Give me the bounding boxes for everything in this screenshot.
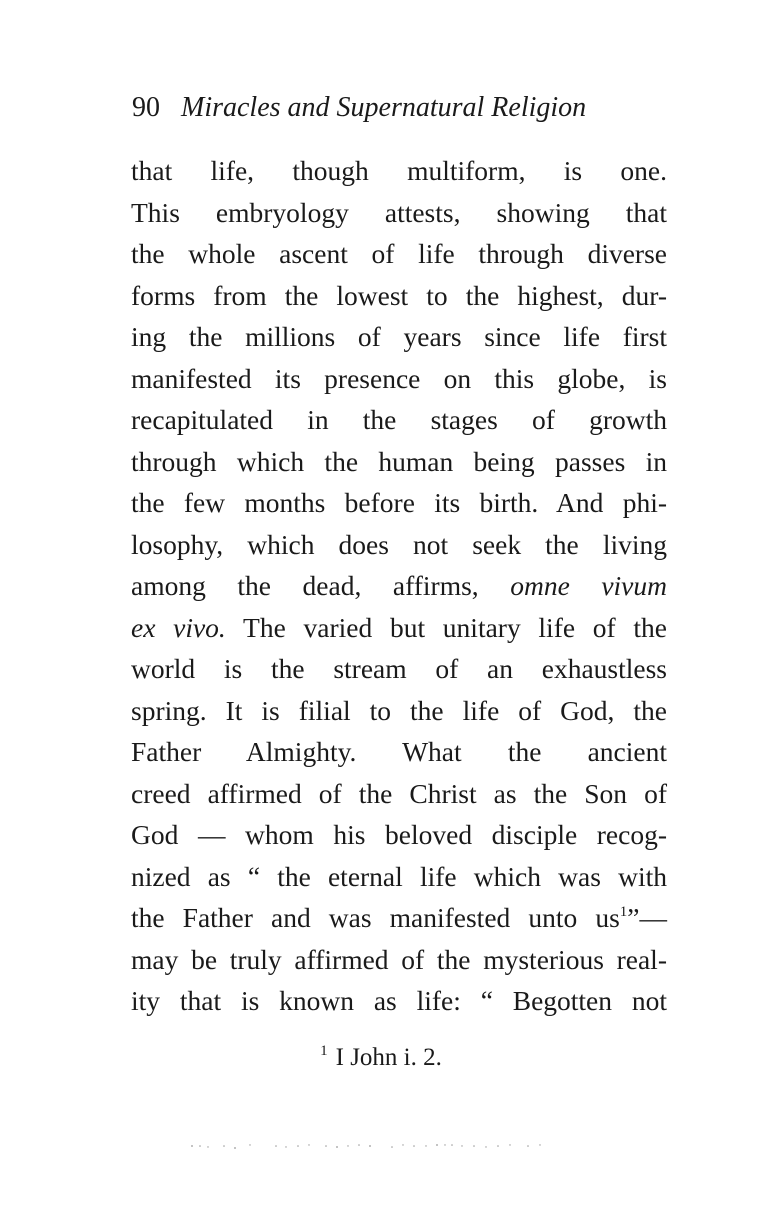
footnote-text: I John i. 2. (335, 1044, 442, 1071)
body-text (131, 150, 667, 1022)
page-header (132, 88, 672, 128)
text-line: nized as “ the eternal life which was with (131, 860, 667, 892)
footnote-marker: 1 (320, 1043, 328, 1059)
text-line: recapitulated in the stages of growth (131, 404, 667, 435)
text-line: This embryology attests, showing that (131, 196, 667, 228)
text-line: creed affirmed of the Christ as the Son of (131, 777, 667, 809)
latin-phrase: omne vivum (510, 570, 667, 601)
text-line: God — whom his beloved disciple recog- (131, 819, 667, 850)
text-segment: ”— (627, 902, 667, 933)
footnote (0, 1033, 762, 1076)
text-line: losophy, which does not seek the living (131, 528, 667, 560)
text-line: the few months before its birth. And phi- (131, 487, 667, 518)
running-title: Miracles and Supernatural Religion (181, 92, 587, 123)
text-line: through which the human being passes in (131, 445, 667, 477)
text-segment: The varied but unitary life of the (243, 611, 667, 643)
text-segment: among the dead, affirms, (131, 570, 479, 601)
text-line: Father Almighty. What the ancient (131, 736, 667, 767)
latin-phrase: ex vivo. (131, 611, 226, 643)
text-line: world is the stream of an exhaustless (131, 653, 667, 684)
text-line: the whole ascent of life through diverse (131, 238, 667, 269)
text-line: spring. It is filial to the life of God, the (131, 694, 667, 726)
page-number: 90 (132, 92, 160, 123)
text-line: may be truly affirmed of the mysterious real- (131, 943, 667, 975)
text-line: ity that is known as life: “ Begotten not (131, 985, 667, 1016)
text-segment: the Father and was manifested unto us (131, 902, 620, 933)
text-line: that life, though multiform, is one. (131, 155, 667, 186)
scan-noise-dots (188, 1140, 548, 1152)
text-line-with-latin (131, 607, 667, 649)
text-line: forms from the lowest to the highest, dur- (131, 279, 667, 311)
footnote-reference: 1 (619, 904, 628, 920)
text-line: ing the millions of years since life first (131, 321, 667, 352)
text-line-with-footnote-ref (131, 897, 667, 939)
text-line-with-latin (131, 565, 667, 607)
text-line: manifested its presence on this globe, is (131, 362, 667, 394)
